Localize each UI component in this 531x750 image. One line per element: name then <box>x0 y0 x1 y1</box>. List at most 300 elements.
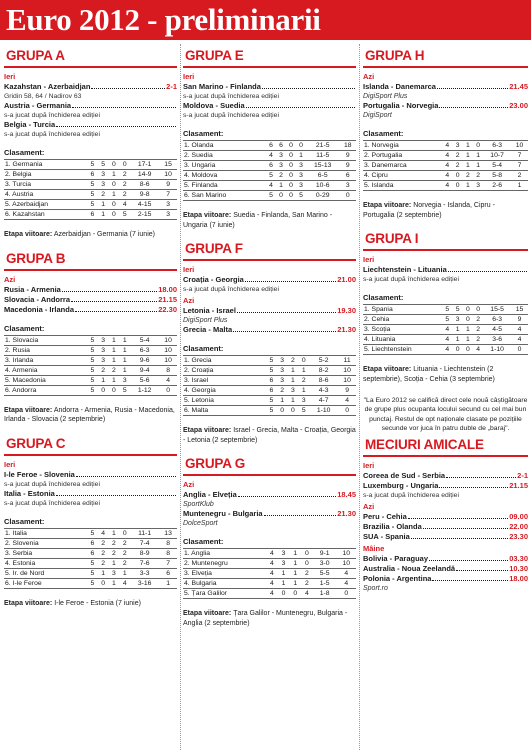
standings-cell: 9-8 <box>130 190 159 200</box>
column-divider <box>359 44 360 750</box>
dot-leader <box>437 82 508 89</box>
standings-cell: 9 <box>338 386 356 396</box>
standings-row <box>4 365 177 375</box>
match-teams: Belgia - Turcia <box>4 120 56 129</box>
standings-cell: 0 <box>109 180 120 190</box>
standings-cell: 10 <box>159 355 177 365</box>
match-teams: Luxemburg - Ungaria <box>363 481 439 491</box>
standings-cell: 1 <box>298 366 309 376</box>
team-name: 3. Israel <box>183 376 266 386</box>
match-score: 18.00 <box>158 284 177 294</box>
standings-cell: 18 <box>339 141 356 151</box>
team-name: 1. Anglia <box>183 549 266 559</box>
group-title: GRUPA B <box>4 247 177 271</box>
match-teams: Rusia - Armenia <box>4 284 61 294</box>
team-name: 1. Norvegia <box>363 141 442 151</box>
standings-cell: 4 <box>511 335 528 345</box>
standings-cell: 0 <box>338 406 356 416</box>
match-teams: Portugalia - Norvegia <box>363 101 439 110</box>
standings-cell: 2 <box>473 335 483 345</box>
standings-row <box>363 171 528 181</box>
standings-cell: 15-13 <box>306 161 339 171</box>
team-name: 1. Spania <box>363 305 442 315</box>
standings-cell: 0 <box>109 160 120 170</box>
match-score: 21.45 <box>509 82 528 91</box>
standings-cell: 4 <box>159 375 177 385</box>
standings-cell: 1 <box>511 181 528 191</box>
friendlies-title: MECIURI AMICALE <box>363 433 528 457</box>
day-label: Azi <box>363 72 375 81</box>
standings-cell: 6 <box>87 210 98 220</box>
standings-cell: 5-5 <box>313 569 337 579</box>
dot-leader <box>245 275 336 282</box>
day-label: Azi <box>4 274 16 284</box>
standings-row <box>363 305 528 315</box>
standings-cell: 5 <box>442 305 452 315</box>
standings-label: Clasament: <box>183 537 224 546</box>
standings-row <box>363 151 528 161</box>
standings-cell: 2 <box>463 171 473 181</box>
match-score: 21.30 <box>337 509 356 518</box>
match-row <box>363 481 528 491</box>
standings-cell: 0 <box>119 528 130 538</box>
match-row <box>183 306 356 316</box>
standings-cell: 2 <box>288 356 299 366</box>
team-name: 4. Armenia <box>4 365 87 375</box>
standings-cell: 3 <box>277 366 288 376</box>
match-row <box>183 325 356 335</box>
match-row <box>4 295 177 305</box>
standings-cell: 11-5 <box>306 151 339 161</box>
team-name: 5. Țara Galilor <box>183 589 266 599</box>
team-name: 1. Germania <box>4 160 87 170</box>
standings-cell: 1 <box>109 578 120 588</box>
standings-cell: 5 <box>87 365 98 375</box>
standings-row <box>4 538 177 548</box>
standings-cell: 2 <box>473 325 483 335</box>
standings-cell: 1 <box>288 396 299 406</box>
standings-cell: 0 <box>286 191 296 201</box>
standings-cell: 8 <box>159 548 177 558</box>
column-middle <box>183 44 356 750</box>
team-name: 5. Azerbaidjan <box>4 200 87 210</box>
standings-label: Clasament: <box>363 129 404 138</box>
standings-cell: 3 <box>278 559 290 569</box>
team-name: 3. Ungaria <box>183 161 266 171</box>
standings-cell: 2 <box>452 161 462 171</box>
standings-cell: 3 <box>277 376 288 386</box>
standings-cell: 1-5 <box>313 579 337 589</box>
standings-cell: 5 <box>87 200 98 210</box>
match-row <box>363 265 528 275</box>
next-round-label: Etapa viitoare: <box>4 406 53 414</box>
standings-cell: 1 <box>288 376 299 386</box>
standings-label: Clasament: <box>363 293 404 302</box>
standings-cell: 1 <box>119 355 130 365</box>
match-row <box>183 490 356 500</box>
match-row <box>4 470 177 480</box>
standings-cell: 3 <box>296 171 306 181</box>
standings-cell: 11-1 <box>130 528 159 538</box>
next-round <box>183 609 356 628</box>
standings-row <box>183 191 356 201</box>
standings-cell: 5 <box>442 315 452 325</box>
friendlies-section <box>363 433 528 593</box>
standings-table <box>183 140 356 201</box>
day-label: Ieri <box>183 72 195 81</box>
standings-row <box>183 376 356 386</box>
standings-cell: 4 <box>473 345 483 355</box>
standings-cell: 2 <box>98 548 109 558</box>
standings-cell: 5 <box>266 356 277 366</box>
standings-cell: 0 <box>98 385 109 395</box>
standings-row <box>363 325 528 335</box>
standings-row <box>363 161 528 171</box>
standings-cell: 0 <box>473 305 483 315</box>
standings-cell: 3 <box>288 386 299 396</box>
standings-cell: 3 <box>98 335 109 345</box>
group-f-section <box>183 237 356 445</box>
next-round-label: Etapa viitoare: <box>183 610 232 617</box>
team-name: 4. Austria <box>4 190 87 200</box>
next-round-label: Etapa viitoare: <box>363 202 412 209</box>
team-name: 2. Portugalia <box>363 151 442 161</box>
standings-cell: 11 <box>338 356 356 366</box>
standings-row <box>4 548 177 558</box>
standings-cell: 4 <box>266 579 278 589</box>
standings-cell: 2 <box>452 151 462 161</box>
match-teams: Macedonia - Irlanda <box>4 304 75 314</box>
standings-cell: 1 <box>119 568 130 578</box>
standings-cell: 7 <box>511 151 528 161</box>
standings-cell: 3 <box>98 355 109 365</box>
standings-cell: 4 <box>119 578 130 588</box>
next-round <box>363 201 528 220</box>
match-row <box>183 101 356 111</box>
standings-cell: 4 <box>442 335 452 345</box>
standings-label: Clasament: <box>4 516 45 526</box>
standings-cell: 13 <box>159 528 177 538</box>
standings-row <box>363 181 528 191</box>
match-row <box>4 120 177 130</box>
match-score: 22.30 <box>158 304 177 314</box>
standings-cell: 2 <box>98 538 109 548</box>
standings-cell: 4 <box>266 569 278 579</box>
standings-cell: 7-4 <box>130 538 159 548</box>
group-a-section <box>4 44 177 240</box>
tv-channel: SportKlub <box>183 501 214 508</box>
day-label: Azi <box>363 502 375 512</box>
standings-cell: 3 <box>98 180 109 190</box>
standings-cell: 5 <box>87 568 98 578</box>
standings-cell: 4 <box>442 161 452 171</box>
match-row <box>363 574 528 584</box>
match-teams: Liechtenstein - Lituania <box>363 265 447 274</box>
match-score: 10.30 <box>509 564 528 574</box>
match-note: s-a jucat după închiderea ediției <box>4 480 100 488</box>
standings-row <box>183 406 356 416</box>
standings-cell: 0 <box>463 315 473 325</box>
team-name: 5. Letonia <box>183 396 266 406</box>
dot-leader <box>91 82 165 89</box>
standings-cell: 9-4 <box>130 365 159 375</box>
match-score: 18.45 <box>337 490 356 499</box>
match-row <box>4 101 177 111</box>
standings-cell: 17-1 <box>130 160 159 170</box>
next-round-text: Azerbaidjan - Germania (7 iunie) <box>53 231 155 238</box>
match-score: 21.00 <box>337 275 356 284</box>
standings-cell: 1-10 <box>309 406 338 416</box>
standings-cell: 6 <box>87 538 98 548</box>
standings-cell: 2 <box>119 170 130 180</box>
standings-cell: 2 <box>301 569 313 579</box>
standings-cell: 1 <box>463 151 473 161</box>
standings-cell: 9 <box>339 161 356 171</box>
standings-cell: 1 <box>463 141 473 151</box>
match-row <box>4 82 177 92</box>
standings-label: Clasament: <box>4 148 45 157</box>
standings-cell: 5 <box>266 171 276 181</box>
standings-cell: 0 <box>286 171 296 181</box>
standings-cell: 5-8 <box>483 171 511 181</box>
standings-cell: 5 <box>87 345 98 355</box>
standings-cell: 1 <box>119 365 130 375</box>
standings-cell: 5 <box>87 190 98 200</box>
next-round-label: Etapa viitoare: <box>183 427 232 434</box>
standings-cell: 3 <box>98 170 109 180</box>
match-row <box>4 489 177 499</box>
team-name: 2. Slovenia <box>4 538 87 548</box>
standings-cell: 9 <box>159 180 177 190</box>
standings-cell: 14-9 <box>130 170 159 180</box>
team-name: 6. Malta <box>183 406 266 416</box>
standings-cell: 1 <box>463 181 473 191</box>
standings-cell: 4 <box>442 325 452 335</box>
standings-cell: 4 <box>266 549 278 559</box>
group-title: GRUPA C <box>4 432 177 456</box>
standings-row <box>4 578 177 588</box>
match-teams: Italia - Estonia <box>4 488 55 498</box>
tv-channel: DigiSport Plus <box>363 93 408 100</box>
standings-cell: 1 <box>463 335 473 345</box>
standings-cell: 4 <box>266 181 276 191</box>
standings-cell: 2 <box>109 548 120 558</box>
standings-cell: 1 <box>289 549 301 559</box>
standings-table <box>183 355 356 416</box>
next-round-text: Norvegia - Islanda, Cipru - Portugalia (2 septembrie) <box>363 202 495 219</box>
standings-cell: 5 <box>87 160 98 170</box>
standings-cell: 5 <box>87 375 98 385</box>
standings-cell: 4 <box>301 589 313 599</box>
standings-cell: 1 <box>109 170 120 180</box>
dot-leader <box>71 295 157 302</box>
day-label: Ieri <box>183 265 195 274</box>
match-row <box>363 512 528 522</box>
standings-cell: 3 <box>98 345 109 355</box>
standings-cell: 1-10 <box>483 345 511 355</box>
standings-cell: 1 <box>289 579 301 589</box>
standings-cell: 4-15 <box>130 200 159 210</box>
standings-cell: 7-6 <box>130 558 159 568</box>
standings-cell: 4 <box>442 141 452 151</box>
standings-cell: 5 <box>298 406 309 416</box>
standings-cell: 1 <box>98 568 109 578</box>
standings-cell: 4 <box>442 345 452 355</box>
standings-row <box>183 366 356 376</box>
group-c-section <box>4 432 177 609</box>
standings-cell: 2 <box>109 365 120 375</box>
standings-cell: 0 <box>288 406 299 416</box>
day-label: Azi <box>183 296 195 305</box>
next-round <box>363 365 528 384</box>
standings-cell: 6-5 <box>306 171 339 181</box>
standings-row <box>4 200 177 210</box>
match-note: Gridin 58, 64 / Nadirov 63 <box>4 93 82 100</box>
standings-cell: 10 <box>511 141 528 151</box>
standings-cell: 0 <box>159 385 177 395</box>
standings-cell: 6 <box>266 376 277 386</box>
standings-row <box>4 355 177 365</box>
standings-cell: 2 <box>473 315 483 325</box>
standings-cell: 5 <box>98 160 109 170</box>
team-name: 3. Scoția <box>363 325 442 335</box>
match-score: 21.15 <box>158 294 177 304</box>
standings-cell: 2 <box>473 171 483 181</box>
standings-row <box>4 210 177 220</box>
match-score: 21.15 <box>509 481 528 491</box>
team-name: 4. Lituania <box>363 335 442 345</box>
standings-cell: 0 <box>339 191 356 201</box>
dot-leader <box>448 265 527 272</box>
next-round-text: Lituania - Liechtenstein (2 septembrie), Scoția - Cehia (3 septembrie) <box>363 366 495 383</box>
standings-cell: 1 <box>119 345 130 355</box>
tv-channel: Sport.ro <box>363 585 388 593</box>
standings-cell: 5-4 <box>130 335 159 345</box>
standings-cell: 2 <box>109 538 120 548</box>
standings-cell: 0 <box>301 559 313 569</box>
standings-cell: 0 <box>463 345 473 355</box>
standings-cell: 2 <box>298 376 309 386</box>
standings-cell: 2 <box>119 190 130 200</box>
standings-cell: 9-6 <box>130 355 159 365</box>
standings-cell: 0 <box>452 345 462 355</box>
standings-row <box>183 559 356 569</box>
group-e-section <box>183 44 356 230</box>
match-note: s-a jucat după închiderea ediției <box>363 492 459 500</box>
standings-row <box>4 528 177 538</box>
standings-cell: 10-6 <box>306 181 339 191</box>
dot-leader <box>262 82 355 89</box>
match-teams: Slovacia - Andorra <box>4 294 70 304</box>
standings-cell: 1-12 <box>130 385 159 395</box>
standings-cell: 4 <box>442 171 452 181</box>
standings-cell: 0 <box>286 141 296 151</box>
match-teams: Moldova - Suedia <box>183 101 245 110</box>
next-round <box>4 230 177 240</box>
standings-cell: 0 <box>511 345 528 355</box>
match-teams: Austria - Germania <box>4 101 72 110</box>
standings-cell: 3 <box>298 396 309 406</box>
standings-row <box>4 385 177 395</box>
dot-leader <box>237 306 336 313</box>
team-name: 2. Suedia <box>183 151 266 161</box>
standings-cell: 1 <box>109 528 120 538</box>
team-name: 3. Elveția <box>183 569 266 579</box>
standings-cell: 5 <box>119 385 130 395</box>
tv-channel: DolceSport <box>183 520 218 527</box>
standings-cell: 1 <box>98 200 109 210</box>
tv-channel: DigiSport Plus <box>183 317 228 324</box>
standings-cell: 1 <box>473 161 483 171</box>
next-round-label: Etapa viitoare: <box>363 366 412 373</box>
dot-leader <box>238 490 336 497</box>
match-teams: Kazahstan - Azerbaidjan <box>4 82 91 91</box>
standings-cell: 5 <box>296 191 306 201</box>
day-label: Ieri <box>363 461 375 471</box>
match-teams: Islanda - Danemarca <box>363 82 436 91</box>
team-name: 2. Belgia <box>4 170 87 180</box>
standings-cell: 5 <box>87 385 98 395</box>
standings-cell: 3 <box>339 181 356 191</box>
standings-cell: 1 <box>98 375 109 385</box>
match-teams: Coreea de Sud - Serbia <box>363 471 446 481</box>
match-score: 23.00 <box>509 101 528 110</box>
standings-row <box>4 160 177 170</box>
standings-cell: 6 <box>339 171 356 181</box>
match-row <box>363 532 528 542</box>
standings-cell: 2 <box>301 579 313 589</box>
match-row <box>363 564 528 574</box>
standings-row <box>183 161 356 171</box>
dot-leader <box>429 554 508 561</box>
match-score: 2-1 <box>517 471 528 481</box>
standings-cell: 1 <box>289 559 301 569</box>
standings-cell: 3-6 <box>483 335 511 345</box>
standings-row <box>183 549 356 559</box>
standings-cell: 5 <box>266 191 276 201</box>
standings-cell: 6 <box>266 161 276 171</box>
standings-cell: 9 <box>511 315 528 325</box>
standings-cell: 5 <box>266 366 277 376</box>
standings-cell: 0 <box>473 141 483 151</box>
standings-cell: 1 <box>277 396 288 406</box>
standings-cell: 6-3 <box>483 141 511 151</box>
standings-cell: 7 <box>511 161 528 171</box>
standings-cell: 0 <box>119 160 130 170</box>
standings-cell: 1-8 <box>313 589 337 599</box>
standings-cell: 6 <box>276 141 286 151</box>
match-teams: Peru - Cehia <box>363 512 407 522</box>
standings-cell: 15 <box>159 160 177 170</box>
standings-row <box>4 190 177 200</box>
standings-cell: 5 <box>266 406 277 416</box>
match-row <box>4 305 177 315</box>
standings-cell: 8 <box>159 538 177 548</box>
standings-cell: 0 <box>98 578 109 588</box>
match-row <box>183 275 356 285</box>
match-teams: Bolivia - Paraguay <box>363 554 429 564</box>
page-title: Euro 2012 - preliminarii <box>0 0 531 40</box>
group-i-section <box>363 227 528 384</box>
standings-cell: 3 <box>276 151 286 161</box>
match-note: s-a jucat după închiderea ediției <box>4 131 100 138</box>
match-teams: San Marino - Finlanda <box>183 82 261 91</box>
standings-cell: 1 <box>98 210 109 220</box>
next-round-label: Etapa viitoare: <box>4 599 53 607</box>
standings-cell: 0 <box>109 385 120 395</box>
match-row <box>363 554 528 564</box>
standings-cell: 1 <box>473 151 483 161</box>
